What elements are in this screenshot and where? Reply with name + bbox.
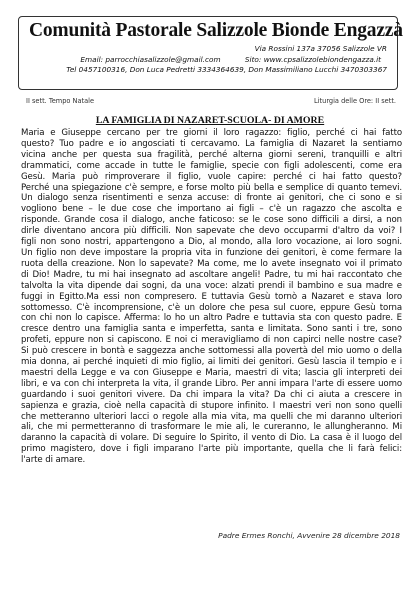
article-line: Un figlio non deve impostare la propria vita in funzione dei genitori, è come fermare la	[21, 247, 402, 258]
article-title: LA FAMIGLIA DI NAZARET-SCUOLA- DI AMORE	[95, 115, 325, 126]
article-line: Un dialogo senza risentimenti e senza accuse: di fronte ai genitori, che ci sono e si	[21, 193, 402, 204]
article-line: Maria e Giuseppe cercano per tre giorni il loro ragazzo: figlio, perché ci hai fatto	[21, 128, 402, 138]
article-line: maestri della Legge e va con Giuseppe e Maria, maestri di vita; lascia gli interpreti dei	[21, 367, 402, 378]
site-label: Sito:	[244, 54, 262, 64]
email-address: parrocchiasalizzole@gmail.com	[105, 54, 221, 64]
article-line: sapienza e grazia, cioè nella capacità di stupore infinito. I maestri veri non sono quelli	[21, 400, 402, 411]
article-line: figli non sono nostri, appartengono a Dio, al mondo, alla loro vocazione, ai loro sogni.	[21, 237, 402, 248]
article-line: sottomesso. C'è incomprensione, c'è un dolore che pesa sul cuore, eppure Gesù torna	[21, 302, 402, 313]
article-line: daranno la capacità di volare. Di seguire lo Spirito, il vento di Dio. La casa è il luogo del	[21, 433, 402, 444]
article-line: profeti, eppure non si capiscono. E noi ci meravigliamo di non capirci nelle nostre case?	[21, 335, 402, 346]
liturgy-of-hours: Liturgia delle Ore: II sett.	[314, 97, 396, 105]
article-line: mia donna, ai perché inquieti di mio figlio, ai limiti dei genitori. Gesù lascia il tempio e i	[21, 357, 402, 368]
article-line: che metteranno ulteriori lacci o regole alla mia vita, ma quelli che mi daranno ulteriori	[21, 411, 402, 422]
article-signature: Padre Ermes Ronchi, Avvenire 28 dicembre 2018	[218, 531, 400, 540]
article-line: libri, e va con chi interpreta la vita, il grande Libro. Per anni impara l'arte di essere uomo	[21, 378, 402, 389]
letterhead	[18, 16, 403, 90]
email-site-line	[29, 55, 387, 66]
article-line: Gesù. Maria può rimproverare il figlio, vuole capire: perché ci hai fatto questo?	[21, 171, 402, 182]
liturgy-subheader	[26, 97, 396, 105]
article-line: l'arte di amare.	[21, 455, 86, 466]
site-address: www.cpsalizzolebiondengazza.it	[263, 54, 381, 64]
article-line: fuggi in Egitto.Ma essi non compresero. E tuttavia Gesù tornò a Nazaret e stava loro	[21, 291, 402, 302]
article-line: risponde. Grande cosa il dialogo, anche faticoso: se le cose sono difficili a dirsi, a non	[21, 215, 402, 226]
contacts-line: Tel 0457100316, Don Luca Pedretti 3334364639, Don Massimiliano Lucchi 3470303367	[66, 65, 387, 75]
article-line: con chi non lo capisce. Afferma: lo ho un altro Padre e tuttavia sta con questo padre. E	[21, 313, 402, 324]
email-label: Email:	[80, 54, 104, 64]
article-line: ruota della creazione. Non lo sapevate? Ma come, me lo avete insegnato voi il primato	[21, 258, 402, 269]
article-line: dirle diventano ancora più difficili. Non sapevate che devo occuparmi d'altro da voi? I	[21, 226, 402, 237]
page-title: Comunità Pastorale Salizzole Bionde Engazzà	[29, 20, 403, 41]
address-line: Via Rossini 137a 37056 Salizzole VR	[254, 44, 387, 53]
article-line: cresce dentro una famiglia santa e imperfetta, santa e limitata. Sono santi i tre, sono	[21, 324, 402, 335]
liturgical-week: II sett. Tempo Natale	[26, 97, 95, 105]
article-line: drammatici, come accade in tutte le famiglie, specie con figli adolescenti, come era	[21, 160, 402, 171]
article-line: guardando i suoi genitori vivere. Da chi impara la vita? Da chi ci aiuta a crescere in	[21, 389, 402, 400]
article-line: vicina anche per questa sua fragilità, perché alterna giorni sereni, tranquilli e altri	[21, 149, 402, 160]
article-line: talvolta la vita dipende dai sogni, da una voce: alzati prendi il bambino e sua madre e	[21, 280, 402, 291]
article-line: questo? Tuo padre e io angosciati ti cercavamo. La famiglia di Nazaret la sentiamo	[21, 138, 402, 149]
article-line: Si può crescere in bontà e saggezza anche sottomessi alla povertà del mio uomo o della	[21, 346, 402, 357]
article-line: ali, che mi permetteranno di trasformare le mie ali, le cureranno, le allungheranno. Mi	[21, 422, 402, 433]
article-line: primo magistero, dove i figli imparano l'arte più importante, quella che li farà felici:	[21, 444, 402, 455]
article-line: vogliono bene – le due cose che importano ai figli – c'è un ragazzo che ascolta e	[21, 204, 402, 215]
article-line: di Dio! Madre, tu mi hai insegnato ad ascoltare angeli! Padre, tu mi hai raccontato che	[21, 269, 402, 280]
article-body	[21, 128, 402, 466]
article-line: Perché una spiegazione c'è sempre, e forse molto più bella e semplice di quanto temevi.	[21, 182, 402, 193]
